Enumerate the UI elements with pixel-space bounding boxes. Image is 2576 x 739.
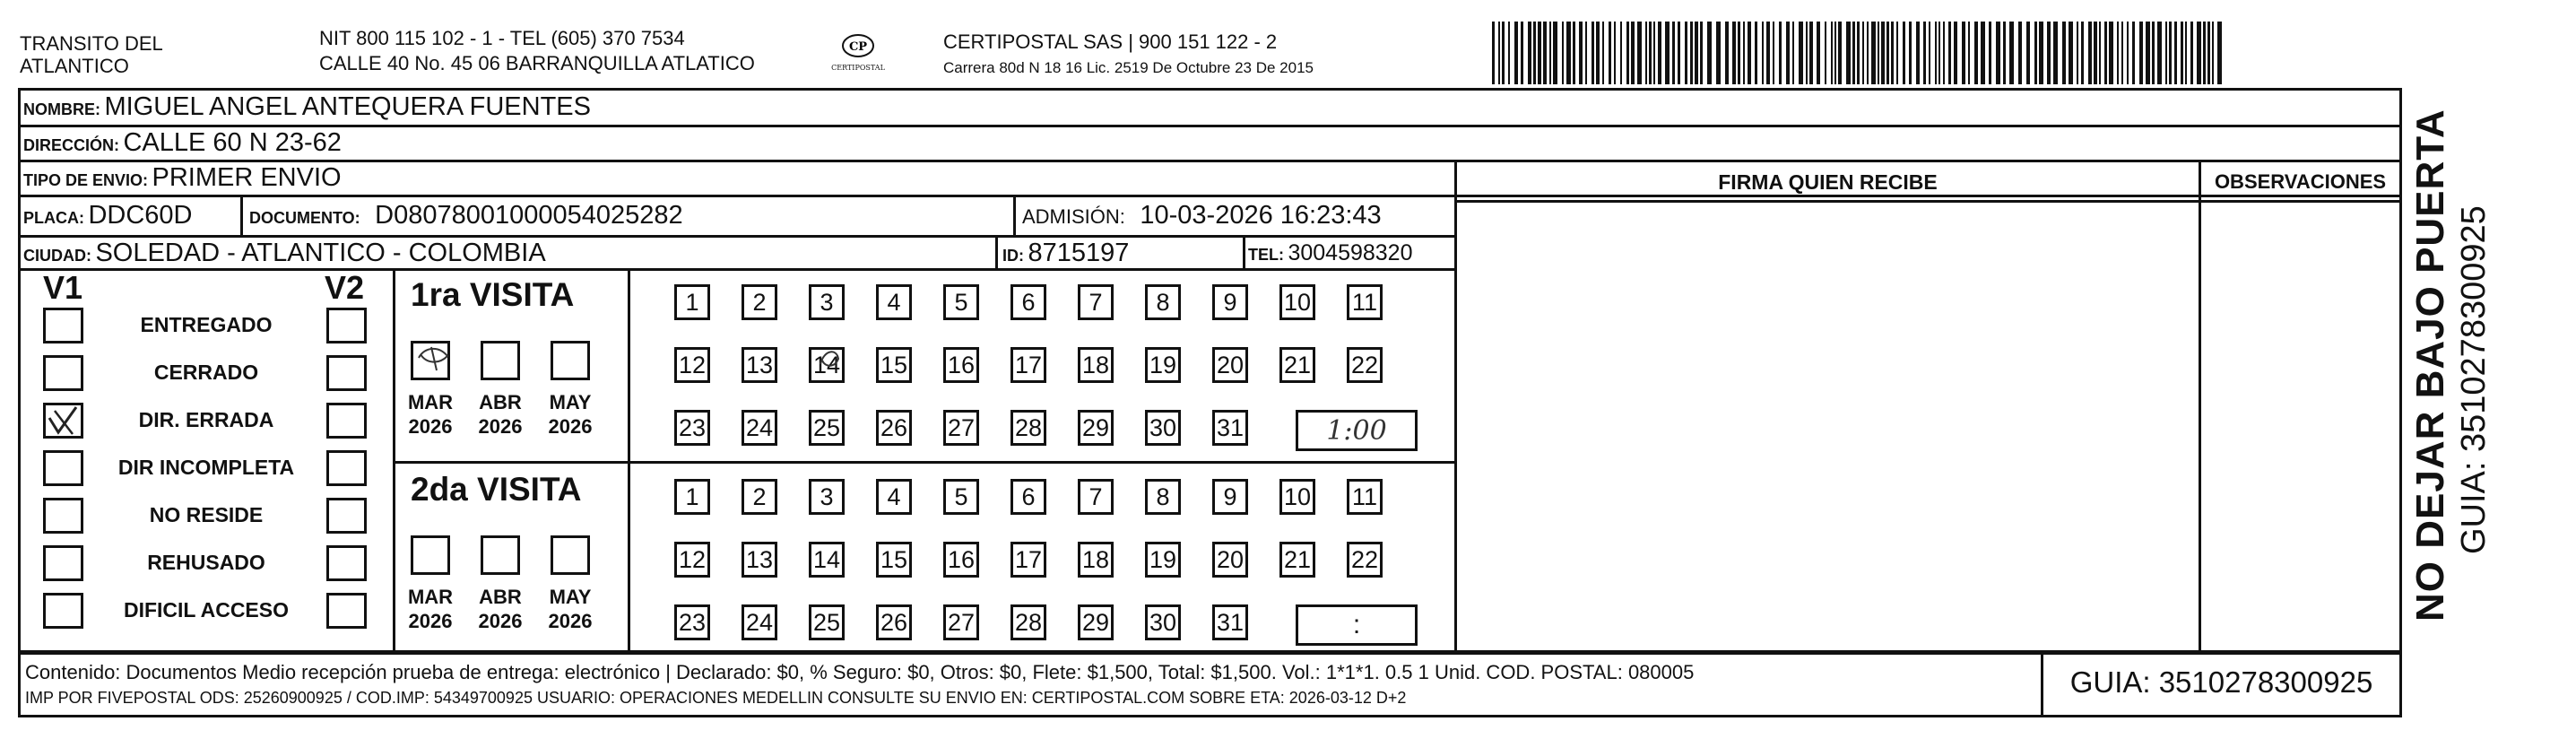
reason-label: REHUSADO bbox=[147, 551, 265, 574]
day-box[interactable] bbox=[1347, 542, 1383, 578]
day-box[interactable] bbox=[1212, 479, 1248, 515]
day-number: 15 bbox=[880, 351, 908, 378]
day-number: 6 bbox=[1021, 483, 1036, 510]
observaciones-area[interactable] bbox=[2204, 204, 2396, 648]
form-border-top bbox=[18, 88, 2402, 91]
certipostal-logo-icon bbox=[840, 32, 876, 59]
documento-field bbox=[249, 201, 683, 230]
day-box[interactable] bbox=[943, 479, 979, 515]
firma-header: FIRMA QUIEN RECIBE bbox=[1718, 170, 1938, 194]
day-box[interactable] bbox=[876, 347, 912, 383]
reason-label: NO RESIDE bbox=[149, 503, 264, 526]
day-number: 8 bbox=[1156, 288, 1170, 316]
day-box[interactable] bbox=[1347, 284, 1383, 320]
month-label bbox=[537, 390, 603, 439]
day-number: 31 bbox=[1216, 608, 1245, 636]
id-value: 8715197 bbox=[1028, 239, 1130, 267]
day-box[interactable] bbox=[1078, 284, 1114, 320]
day-box[interactable] bbox=[1078, 479, 1114, 515]
barcode bbox=[1492, 22, 2227, 89]
day-number: 28 bbox=[1014, 608, 1043, 636]
v2-checkbox[interactable] bbox=[326, 498, 367, 534]
day-number: 23 bbox=[678, 608, 707, 636]
day-number: 15 bbox=[880, 545, 908, 573]
day-box[interactable] bbox=[943, 604, 979, 640]
courier-nit: CERTIPOSTAL SAS | 900 151 122 - 2 bbox=[943, 30, 1278, 53]
day-box[interactable] bbox=[1347, 347, 1383, 383]
day-number: 21 bbox=[1283, 351, 1312, 378]
month-year: 2026 bbox=[408, 610, 453, 632]
day-box[interactable] bbox=[876, 410, 912, 446]
handwritten-mark-icon bbox=[811, 343, 847, 378]
side-guia: GUIA: 3510278300925 bbox=[2455, 205, 2493, 554]
direccion-label: DIRECCIÓN: bbox=[23, 136, 119, 154]
v1-label: V1 bbox=[43, 269, 83, 306]
day-box[interactable] bbox=[876, 284, 912, 320]
ciudad-value: SOLEDAD - ATLANTICO - COLOMBIA bbox=[95, 239, 546, 267]
day-number: 9 bbox=[1223, 483, 1237, 510]
day-box[interactable] bbox=[1010, 284, 1046, 320]
day-box[interactable] bbox=[1279, 479, 1315, 515]
day-number: 11 bbox=[1351, 483, 1378, 510]
v1-checkbox[interactable] bbox=[43, 498, 83, 534]
month-year: 2026 bbox=[478, 610, 523, 632]
day-number: 7 bbox=[1089, 288, 1103, 316]
v2-label: V2 bbox=[325, 269, 365, 306]
v2-checkbox[interactable] bbox=[326, 545, 367, 581]
day-number: 14 bbox=[812, 351, 841, 378]
day-box[interactable] bbox=[809, 347, 845, 383]
sender-address: CALLE 40 No. 45 06 BARRANQUILLA ATLATICO bbox=[319, 52, 755, 74]
v1-checkbox[interactable] bbox=[43, 355, 83, 391]
day-number: 14 bbox=[812, 545, 841, 573]
admision-label: ADMISIÓN: bbox=[1022, 205, 1125, 228]
day-number: 20 bbox=[1216, 545, 1245, 573]
reason-label: DIR INCOMPLETA bbox=[117, 456, 295, 479]
day-box[interactable] bbox=[1347, 479, 1383, 515]
month-checkbox[interactable] bbox=[481, 341, 520, 380]
month-checkbox[interactable] bbox=[551, 535, 590, 575]
day-number: 5 bbox=[954, 483, 968, 510]
day-box[interactable] bbox=[876, 604, 912, 640]
handwritten-mark-icon bbox=[412, 338, 455, 374]
day-box[interactable] bbox=[1145, 410, 1181, 446]
month-checkbox[interactable] bbox=[411, 535, 450, 575]
month-checkbox[interactable] bbox=[411, 341, 450, 380]
time-placeholder: : bbox=[1352, 610, 1361, 639]
day-box[interactable] bbox=[1078, 347, 1114, 383]
observaciones-header: OBSERVACIONES bbox=[2214, 170, 2387, 193]
day-number: 10 bbox=[1283, 483, 1312, 510]
v1-checkbox[interactable] bbox=[43, 593, 83, 629]
day-number: 8 bbox=[1156, 483, 1170, 510]
placa-value: DDC60D bbox=[88, 201, 193, 230]
day-box[interactable] bbox=[742, 284, 777, 320]
admision-field bbox=[1022, 201, 1382, 230]
day-box[interactable] bbox=[1279, 347, 1315, 383]
day-number: 30 bbox=[1149, 608, 1177, 636]
day-box[interactable] bbox=[1145, 542, 1181, 578]
placa-field bbox=[23, 201, 192, 230]
day-number: 19 bbox=[1149, 351, 1177, 378]
day-box[interactable] bbox=[1010, 542, 1046, 578]
month-label bbox=[467, 390, 533, 439]
placa-label: PLACA: bbox=[23, 209, 84, 227]
v2-checkbox[interactable] bbox=[326, 593, 367, 629]
day-number: 6 bbox=[1021, 288, 1036, 316]
sender-contact bbox=[319, 27, 755, 74]
month-name: MAR bbox=[407, 391, 454, 413]
day-number: 22 bbox=[1350, 351, 1379, 378]
direccion-row bbox=[23, 128, 342, 158]
month-name: MAY bbox=[549, 586, 592, 608]
v1-checkbox[interactable] bbox=[43, 403, 83, 439]
day-box[interactable] bbox=[1145, 604, 1181, 640]
day-box[interactable] bbox=[742, 410, 777, 446]
day-number: 21 bbox=[1283, 545, 1312, 573]
ciudad-label: CIUDAD: bbox=[23, 247, 91, 265]
v2-checkbox[interactable] bbox=[326, 355, 367, 391]
day-box[interactable] bbox=[876, 479, 912, 515]
month-label bbox=[397, 585, 464, 633]
day-number: 28 bbox=[1014, 413, 1043, 441]
month-name: ABR bbox=[479, 391, 522, 413]
id-label: ID: bbox=[1002, 247, 1024, 265]
day-box[interactable] bbox=[1279, 284, 1315, 320]
v2-checkbox[interactable] bbox=[326, 450, 367, 486]
admision-value: 10-03-2026 16:23:43 bbox=[1140, 201, 1382, 230]
month-label bbox=[467, 585, 533, 633]
day-number: 3 bbox=[820, 483, 834, 510]
day-number: 23 bbox=[678, 413, 707, 441]
sender-nit: NIT 800 115 102 - 1 - TEL (605) 370 7534 bbox=[319, 27, 685, 49]
ciudad-field bbox=[23, 239, 546, 268]
day-number: 27 bbox=[947, 608, 976, 636]
v1-checkbox[interactable] bbox=[43, 545, 83, 581]
month-year: 2026 bbox=[548, 610, 593, 632]
day-number: 29 bbox=[1081, 413, 1110, 441]
id-field bbox=[1002, 239, 1129, 268]
v1-checkbox[interactable] bbox=[43, 308, 83, 343]
barcode-graphic bbox=[1492, 22, 2227, 84]
check-mark-icon bbox=[46, 405, 82, 438]
footer-imp: IMP POR FIVEPOSTAL ODS: 25260900925 / COD.IMP: 54349700925 USUARIO: OPERACIONES MEDELLIN CONSULTE SU ENVIO EN: CERTIPOSTAL.COM SOBRE ETA: 2026-03-12 D+2 bbox=[25, 689, 1407, 707]
month-name: MAY bbox=[549, 391, 592, 413]
day-number: 1 bbox=[685, 483, 699, 510]
day-number: 16 bbox=[947, 545, 976, 573]
day-box[interactable] bbox=[742, 347, 777, 383]
day-number: 1 bbox=[685, 288, 699, 316]
month-checkbox[interactable] bbox=[481, 535, 520, 575]
day-number: 29 bbox=[1081, 608, 1110, 636]
day-number: 11 bbox=[1351, 288, 1378, 316]
month-label bbox=[397, 390, 464, 439]
day-box[interactable] bbox=[674, 284, 710, 320]
day-box[interactable] bbox=[943, 284, 979, 320]
day-box[interactable] bbox=[1145, 284, 1181, 320]
day-box[interactable] bbox=[1010, 410, 1046, 446]
day-box[interactable] bbox=[809, 604, 845, 640]
tipo-envio-label: TIPO DE ENVIO: bbox=[23, 171, 149, 189]
day-box[interactable] bbox=[1078, 410, 1114, 446]
month-year: 2026 bbox=[408, 415, 453, 438]
day-box[interactable] bbox=[674, 410, 710, 446]
form-border-right bbox=[2399, 88, 2402, 652]
month-checkbox[interactable] bbox=[551, 341, 590, 380]
footer-guia: GUIA: 3510278300925 bbox=[2069, 665, 2373, 699]
month-year: 2026 bbox=[548, 415, 593, 438]
visit-title: 1ra VISITA bbox=[411, 276, 575, 313]
day-number: 7 bbox=[1089, 483, 1103, 510]
side-no-dejar: NO DEJAR BAJO PUERTA bbox=[2408, 109, 2452, 622]
courier-info bbox=[943, 30, 1314, 77]
day-box[interactable] bbox=[742, 604, 777, 640]
day-number: 17 bbox=[1014, 351, 1043, 378]
tipo-envio-row bbox=[23, 163, 342, 193]
day-box[interactable] bbox=[809, 479, 845, 515]
day-box[interactable] bbox=[943, 410, 979, 446]
day-box[interactable] bbox=[1212, 284, 1248, 320]
day-number: 19 bbox=[1149, 545, 1177, 573]
day-number: 25 bbox=[812, 608, 841, 636]
day-box[interactable] bbox=[876, 542, 912, 578]
day-number: 24 bbox=[745, 608, 774, 636]
day-number: 5 bbox=[954, 288, 968, 316]
day-box[interactable] bbox=[809, 542, 845, 578]
day-box[interactable] bbox=[943, 347, 979, 383]
sender-company bbox=[20, 32, 163, 77]
day-box[interactable] bbox=[1212, 604, 1248, 640]
certipostal-logo-text: CERTIPOSTAL bbox=[831, 64, 885, 72]
day-box[interactable] bbox=[674, 542, 710, 578]
day-number: 16 bbox=[947, 351, 976, 378]
tel-field bbox=[1248, 240, 1413, 266]
day-number: 9 bbox=[1223, 288, 1237, 316]
day-number: 26 bbox=[880, 413, 908, 441]
nombre-label: NOMBRE: bbox=[23, 100, 100, 118]
reason-label: CERRADO bbox=[153, 361, 259, 384]
day-box[interactable] bbox=[1145, 479, 1181, 515]
day-number: 25 bbox=[812, 413, 841, 441]
month-year: 2026 bbox=[478, 415, 523, 438]
nombre-row bbox=[23, 92, 591, 122]
documento-value: D08078001000054025282 bbox=[375, 201, 683, 230]
day-box[interactable] bbox=[1010, 347, 1046, 383]
v2-checkbox[interactable] bbox=[326, 308, 367, 343]
day-number: 27 bbox=[947, 413, 976, 441]
day-box[interactable] bbox=[1010, 604, 1046, 640]
sender-company-line1: TRANSITO DEL bbox=[20, 32, 163, 55]
day-box[interactable] bbox=[1212, 347, 1248, 383]
day-box[interactable] bbox=[1145, 347, 1181, 383]
day-number: 13 bbox=[745, 351, 774, 378]
day-number: 2 bbox=[752, 483, 767, 510]
day-number: 10 bbox=[1283, 288, 1312, 316]
reason-label: DIR. ERRADA bbox=[138, 408, 274, 431]
day-box[interactable] bbox=[674, 604, 710, 640]
day-box[interactable] bbox=[1212, 410, 1248, 446]
footer-contenido: Contenido: Documentos Medio recepción prueba de entrega: electrónico | Declarado: $0, % Seguro: $0, Otros: $0, Flete: $1,500, Total: $1,500. Vol.: 1*1*1. 0.5 1 Unid. COD. POSTAL: 080005 bbox=[25, 661, 1695, 683]
day-box[interactable] bbox=[809, 410, 845, 446]
day-number: 4 bbox=[887, 483, 901, 510]
day-number: 17 bbox=[1014, 545, 1043, 573]
day-number: 31 bbox=[1216, 413, 1245, 441]
time-box[interactable] bbox=[1296, 410, 1418, 451]
certipostal-logo bbox=[827, 32, 889, 72]
month-name: MAR bbox=[407, 586, 454, 608]
tipo-envio-value: PRIMER ENVIO bbox=[152, 163, 342, 192]
day-number: 18 bbox=[1081, 351, 1110, 378]
courier-license: Carrera 80d N 18 16 Lic. 2519 De Octubre 23 De 2015 bbox=[943, 59, 1314, 76]
day-number: 12 bbox=[678, 545, 707, 573]
month-label bbox=[537, 585, 603, 633]
direccion-value: CALLE 60 N 23-62 bbox=[123, 128, 342, 157]
day-number: 22 bbox=[1350, 545, 1379, 573]
day-box[interactable] bbox=[1212, 542, 1248, 578]
visit-title: 2da VISITA bbox=[411, 471, 582, 508]
day-box[interactable] bbox=[674, 479, 710, 515]
svg-text:CP: CP bbox=[848, 40, 868, 54]
day-box[interactable] bbox=[1078, 542, 1114, 578]
v1-checkbox[interactable] bbox=[43, 450, 83, 486]
day-number: 3 bbox=[820, 288, 834, 316]
time-box[interactable] bbox=[1296, 604, 1418, 646]
reason-label: ENTREGADO bbox=[140, 313, 273, 336]
tel-value: 3004598320 bbox=[1288, 240, 1413, 265]
v2-checkbox[interactable] bbox=[326, 403, 367, 439]
day-box[interactable] bbox=[1010, 479, 1046, 515]
day-box[interactable] bbox=[809, 284, 845, 320]
day-number: 24 bbox=[745, 413, 774, 441]
day-number: 20 bbox=[1216, 351, 1245, 378]
day-box[interactable] bbox=[1078, 604, 1114, 640]
day-box[interactable] bbox=[1279, 542, 1315, 578]
reason-label: DIFICIL ACCESO bbox=[123, 598, 289, 622]
day-number: 12 bbox=[678, 351, 707, 378]
tel-label: TEL: bbox=[1248, 246, 1284, 264]
day-box[interactable] bbox=[943, 542, 979, 578]
day-number: 30 bbox=[1149, 413, 1177, 441]
time-handwritten: 1:00 bbox=[1326, 414, 1387, 447]
day-box[interactable] bbox=[674, 347, 710, 383]
day-box[interactable] bbox=[742, 542, 777, 578]
documento-label: DOCUMENTO: bbox=[249, 209, 360, 227]
month-name: ABR bbox=[479, 586, 522, 608]
sender-company-line2: ATLANTICO bbox=[20, 55, 129, 77]
nombre-value: MIGUEL ANGEL ANTEQUERA FUENTES bbox=[104, 92, 591, 121]
form-border-left bbox=[18, 88, 21, 652]
firma-area[interactable] bbox=[1460, 204, 2195, 648]
day-number: 26 bbox=[880, 608, 908, 636]
day-number: 18 bbox=[1081, 545, 1110, 573]
day-number: 4 bbox=[887, 288, 901, 316]
day-number: 13 bbox=[745, 545, 774, 573]
day-number: 2 bbox=[752, 288, 767, 316]
day-box[interactable] bbox=[742, 479, 777, 515]
